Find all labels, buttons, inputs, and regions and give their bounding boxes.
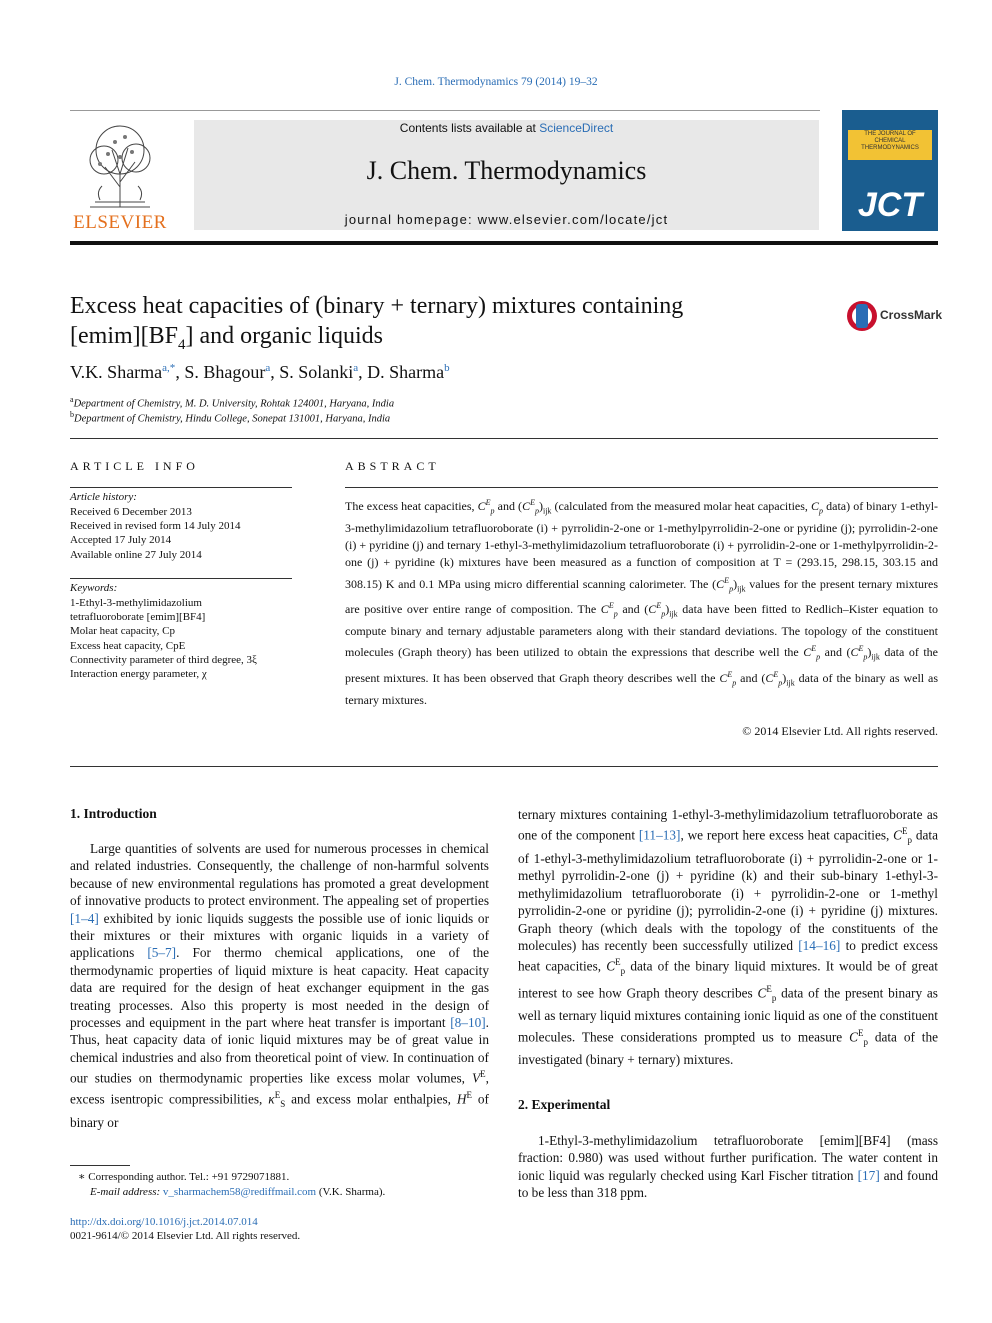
history-item: Available online 27 July 2014 bbox=[70, 549, 202, 561]
history-item: Received 6 December 2013 bbox=[70, 506, 192, 518]
history-label: Article history: bbox=[70, 491, 137, 503]
author-name: D. Sharma bbox=[367, 362, 445, 382]
section-heading-experimental: 2. Experimental bbox=[518, 1097, 611, 1112]
body-text: and excess molar enthalpies, bbox=[291, 1091, 451, 1107]
keyword: Interaction energy parameter, χ bbox=[70, 668, 207, 680]
affiliation bbox=[70, 410, 390, 425]
email-link[interactable]: v_sharmachem58@rediffmail.com bbox=[162, 1186, 317, 1198]
body-text: ternary mixtures containing 1-ethyl-3-methylimidazolium tetrafluoroborate as one of the component bbox=[518, 807, 938, 843]
abstract-heading: ABSTRACT bbox=[345, 459, 440, 473]
affil-text: Department of Chemistry, M. D. University, Rohtak 124001, Haryana, India bbox=[73, 398, 395, 410]
history-item: Accepted 17 July 2014 bbox=[70, 534, 172, 546]
author-affil-mark[interactable]: a bbox=[265, 362, 271, 374]
abstract-text: data of the binary as well as ternary mixtures. bbox=[345, 670, 939, 707]
journal-citation[interactable]: J. Chem. Thermodynamics 79 (2014) 19–32 bbox=[394, 76, 598, 88]
corresponding-author-note: ∗ Corresponding author. Tel.: +91 9729071881. bbox=[78, 1171, 290, 1183]
title-line-2a: [emim][BF bbox=[70, 323, 178, 349]
email-note bbox=[90, 1186, 385, 1198]
article-title bbox=[70, 291, 790, 360]
journal-homepage bbox=[194, 212, 819, 227]
author-affil-mark[interactable]: a bbox=[353, 362, 359, 374]
introduction-continued: ternary mixtures containing 1-ethyl-3-methylimidazolium tetrafluoroborate as one of the component [11–13], we report here excess heat capacities, $C^E_p$ data of 1-ethyl-3-methylimidazolium tetrafluoroborate (i) + pyrrolidin-2-one or 1-methyl pyrrolidin-2-one (j) + pyridine (k) and their sub-binary 1-ethyl-3-methylimidazolium tetrafluoroborate (i) + pyrrolidin-2-one or 1-methyl pyrrolidin-2-one or pyridine (j); pyrrolidin-2-one (i) + pyridine (j) mixtures. Graph theory (which deals with the topology of the constituents of the molecules) has recently been successfully utilized [14–16] to predict excess heat capacities, $C^E_p$ data of the binary liquid mixtures. It would be of great interest to see how Graph theory describes $C^E_p$ data of the present binary as well as ternary liquid mixtures containing ionic liquid as one of the constituent molecules. These considerations prompted us to measure $C^E_p$ data of the investigated (binary + ternary) mixtures. bbox=[518, 807, 939, 1068]
author-name: S. Solanki bbox=[279, 362, 354, 382]
divider bbox=[345, 487, 938, 488]
keyword: tetrafluoroborate [emim][BF4] bbox=[70, 611, 206, 623]
divider bbox=[70, 438, 938, 439]
body-text: . Thus, heat capacity data of ionic liquid mixtures may be of great value in chemical industries and also from theoretical point of view. In continuation of our studies on thermodynamic properties like excess molar volumes, bbox=[70, 1015, 489, 1086]
title-line-2b: ] and organic liquids bbox=[185, 323, 384, 349]
introduction-paragraph: Large quantities of solvents are used for numerous processes in chemical and related industries. Consequently, the challenge of non-harmful solvents because of new environmental regulations has promoted a great development of innovative products to protect environment. The appealing set of properties [1–4] exhibited by ionic liquids suggests the possible use of ionic liquids or their mixtures or their mixtures with organic liquids in a variety of applications [5–7]. For thermo chemical applications, one of the thermodynamic properties of liquid mixture is heat capacity. Heat capacity data are required for the design of heat exchanger equipment in the gas treating processes. Also this property is most needed in the design of processes and equipment in the part where heat transfer is important [8–10]. Thus, heat capacity data of ionic liquid mixtures may be of great value in chemical industries and also from theoretical point of view. In continuation of our studies on thermodynamic properties like excess molar volumes, $V^E$, excess isentropic compressibilities, $\kappa^E_S$ and excess molar enthalpies, $H^E$ of binary or bbox=[70, 841, 490, 1130]
title-subscript: 4 bbox=[178, 336, 186, 353]
affil-mark: a bbox=[70, 395, 74, 404]
affiliation bbox=[70, 395, 394, 410]
divider bbox=[70, 578, 292, 579]
divider bbox=[70, 766, 938, 767]
abstract-text: The excess heat capacities, bbox=[345, 499, 475, 513]
abstract-text: data) of binary 1-ethyl-3-methylimidazolium tetrafluoroborate (i) + pyrrolidin-2-one or 1-methylpyrrolidin-2-one or pyridine (j); pyrrolidin-2-one (i) + pyridine (j) and ternary 1-ethyl-3-methylimidazolium tetrafluoroborate (i) + pyrrolidin-2-one or 1-methylpyrrolidin-2-one (j) + pyridine (k) mixtures have been measured as a function of composition at T = (293.15, 298.15, 303.15 and 308.15) K and 0.1 MPa using micro differential scanning calorimeter. The bbox=[345, 499, 939, 591]
body-text: data of the present binary as well as ternary liquid mixtures containing ionic liquid as one of the constituent molecules. These considerations prompted us to measure bbox=[518, 985, 938, 1045]
citation-link[interactable]: [11–13] bbox=[638, 827, 681, 843]
footnote-rule bbox=[70, 1165, 130, 1166]
keyword: 1-Ethyl-3-methylimidazolium bbox=[70, 597, 202, 609]
doi-link[interactable]: http://dx.doi.org/10.1016/j.jct.2014.07.014 bbox=[70, 1216, 258, 1228]
author-name: V.K. Sharma bbox=[70, 362, 163, 382]
abstract-text: data of the present mixtures. It has been observed that Graph theory describes well the bbox=[345, 645, 939, 685]
abstract-text: and bbox=[497, 499, 515, 513]
crossmark-label[interactable]: CrossMark bbox=[880, 308, 943, 322]
keyword: Connectivity parameter of third degree, 3ξ bbox=[70, 654, 257, 666]
journal-name: J. Chem. Thermodynamics bbox=[366, 156, 647, 185]
citation-link[interactable]: [5–7] bbox=[147, 945, 177, 961]
affil-text: Department of Chemistry, Hindu College, Sonepat 131001, Haryana, India bbox=[74, 413, 391, 425]
contents-line bbox=[194, 121, 819, 135]
email-label: E-mail address: bbox=[90, 1186, 161, 1198]
contents-prefix: Contents lists available at bbox=[399, 121, 540, 135]
abstract-text: (calculated from the measured molar heat capacities, bbox=[554, 499, 808, 513]
divider bbox=[70, 487, 292, 488]
body-text: 1-Ethyl-3-methylimidazolium tetrafluoroborate [emim][BF4] (mass fraction: 0.980) was used without further purification. The water content in ionic liquid was regularly checked using Karl Fischer titration bbox=[518, 1133, 938, 1183]
homepage-prefix: journal homepage: bbox=[344, 212, 478, 227]
abstract-body: The excess heat capacities, $C^E_p$ and $(C^E_p)_{ijk}$ (calculated from the measured molar heat capacities, $C_p$ data) of binary 1-ethyl-3-methylimidazolium tetrafluoroborate (i) + pyrrolidin-2-one or 1-methylpyrrolidin-2-one or pyridine (j); pyrrolidin-2-one (i) + pyridine (j) and ternary 1-ethyl-3-methylimidazolium tetrafluoroborate (i) + pyrrolidin-2-one or 1-methylpyrrolidin-2-one (j) + pyridine (k) mixtures have been measured as a function of composition at T = (293.15, 298.15, 303.15 and 308.15) K and 0.1 MPa using micro differential scanning calorimeter. The $(C^E_p)_{ijk}$ values for the present ternary mixtures are positive over entire range of composition. The $C^E_p$ and $(C^E_p)_{ijk}$ data have been fitted to Redlich–Kister equation to compute binary and ternary adjustable parameters along with their standard deviations. The topology of the constituent molecules (Graph theory) has been utilized to obtain the expressions that describe well the $C^E_p$ and $(C^E_p)_{ijk}$ data of the present mixtures. It has been observed that Graph theory describes well the $C^E_p$ and $(C^E_p)_{ijk}$ data of the binary as well as ternary mixtures. bbox=[345, 498, 939, 707]
keywords-label: Keywords: bbox=[70, 582, 118, 594]
body-text: and found to be less than 318 ppm. bbox=[518, 1167, 939, 1201]
experimental-paragraph bbox=[518, 1132, 938, 1202]
citation-link[interactable]: [14–16] bbox=[798, 937, 841, 953]
email-owner: (V.K. Sharma). bbox=[318, 1186, 386, 1198]
title-line-1: Excess heat capacities of (binary + ternary) mixtures containing bbox=[70, 293, 684, 319]
author-name: S. Bhagour bbox=[184, 362, 266, 382]
body-text: data of the investigated (binary + ternary) mixtures. bbox=[518, 1029, 939, 1068]
author-list: V.K. Sharma$^{a,*}$, S. Bhagour$^a$, S. Solanki$^a$, D. Sharma$^b$ bbox=[70, 362, 450, 382]
author-affil-mark[interactable]: b bbox=[444, 362, 450, 374]
history-item: Received in revised form 14 July 2014 bbox=[70, 520, 241, 532]
elsevier-wordmark: ELSEVIER bbox=[73, 212, 167, 233]
cover-abbr: JCT bbox=[857, 186, 923, 224]
keyword: Molar heat capacity, Cp bbox=[70, 625, 175, 637]
cover-title: THE JOURNAL OF CHEMICAL THERMODYNAMICS bbox=[861, 131, 919, 151]
homepage-url[interactable]: www.elsevier.com/locate/jct bbox=[477, 212, 669, 227]
body-text: Large quantities of solvents are used for numerous processes in chemical and related industries. Consequently, the challenge of non-harmful solvents because of new environmental regulations has promoted a great development of innovative products to protect environment. The appealing set of properties bbox=[70, 841, 489, 909]
abstract-text: values for the present ternary mixtures are positive over entire range of composition. The bbox=[345, 576, 939, 617]
abstract-copyright: © 2014 Elsevier Ltd. All rights reserved. bbox=[742, 724, 938, 738]
abstract-text: data have been fitted to Redlich–Kister equation to compute binary and ternary adjustable parameters along with their standard deviations. The topology of the constituent molecules (Graph theory) has been utilized to obtain the expressions that describe well the bbox=[345, 602, 938, 660]
body-text: data of 1-ethyl-3-methylimidazolium tetrafluoroborate (i) + pyrrolidin-2-one or 1-methyl pyrrolidin-2-one (j) + pyridine (k) and their sub-binary 1-ethyl-3-methylimidazolium tetrafluoroborate (i) + pyrrolidin-2-one or 1-methyl pyrrolidin-2-one or pyridine (j); pyrrolidin-2-one (i) + pyridine (j) mixtures. Graph theory (which deals with the topology of the constituents of the molecules) has recently been successfully utilized bbox=[518, 827, 938, 953]
citation-link[interactable]: [1–4] bbox=[70, 910, 99, 926]
body-text: of binary or bbox=[70, 1091, 489, 1130]
issn-copyright: 0021-9614/© 2014 Elsevier Ltd. All rights reserved. bbox=[70, 1230, 301, 1242]
header-divider bbox=[70, 110, 820, 111]
body-text: to predict excess heat capacities, bbox=[518, 937, 938, 974]
citation-link[interactable]: [8–10] bbox=[450, 1015, 486, 1031]
affil-mark: b bbox=[70, 410, 74, 419]
section-heading-introduction: 1. Introduction bbox=[70, 806, 157, 821]
body-text: , excess isentropic compressibilities, bbox=[70, 1070, 489, 1107]
body-text: . For thermo chemical applications, one of the thermodynamic properties of liquid mixture is heat capacity. Heat capacity data are required for the design of heat exchanger equipment in the gas treating processes. Also this property is most needed in the design of processes and equipment in the part where heat transfer is important bbox=[70, 945, 489, 1031]
citation-link[interactable]: [17] bbox=[857, 1167, 880, 1183]
body-text: , we report here excess heat capacities, bbox=[680, 827, 890, 843]
body-text: exhibited by ionic liquids suggests the possible use of ionic liquids or their mixtures or their mixtures with organic liquids in a variety of applications bbox=[70, 910, 490, 961]
keyword: Excess heat capacity, CpE bbox=[70, 640, 186, 652]
body-text: data of the binary liquid mixtures. It would be of great interest to see how Graph theory describes bbox=[518, 958, 939, 1001]
author-affil-mark[interactable]: a,* bbox=[162, 362, 176, 374]
header-thick-rule bbox=[70, 241, 938, 245]
article-info-heading: ARTICLE INFO bbox=[70, 459, 199, 473]
sciencedirect-link[interactable]: ScienceDirect bbox=[539, 121, 614, 135]
